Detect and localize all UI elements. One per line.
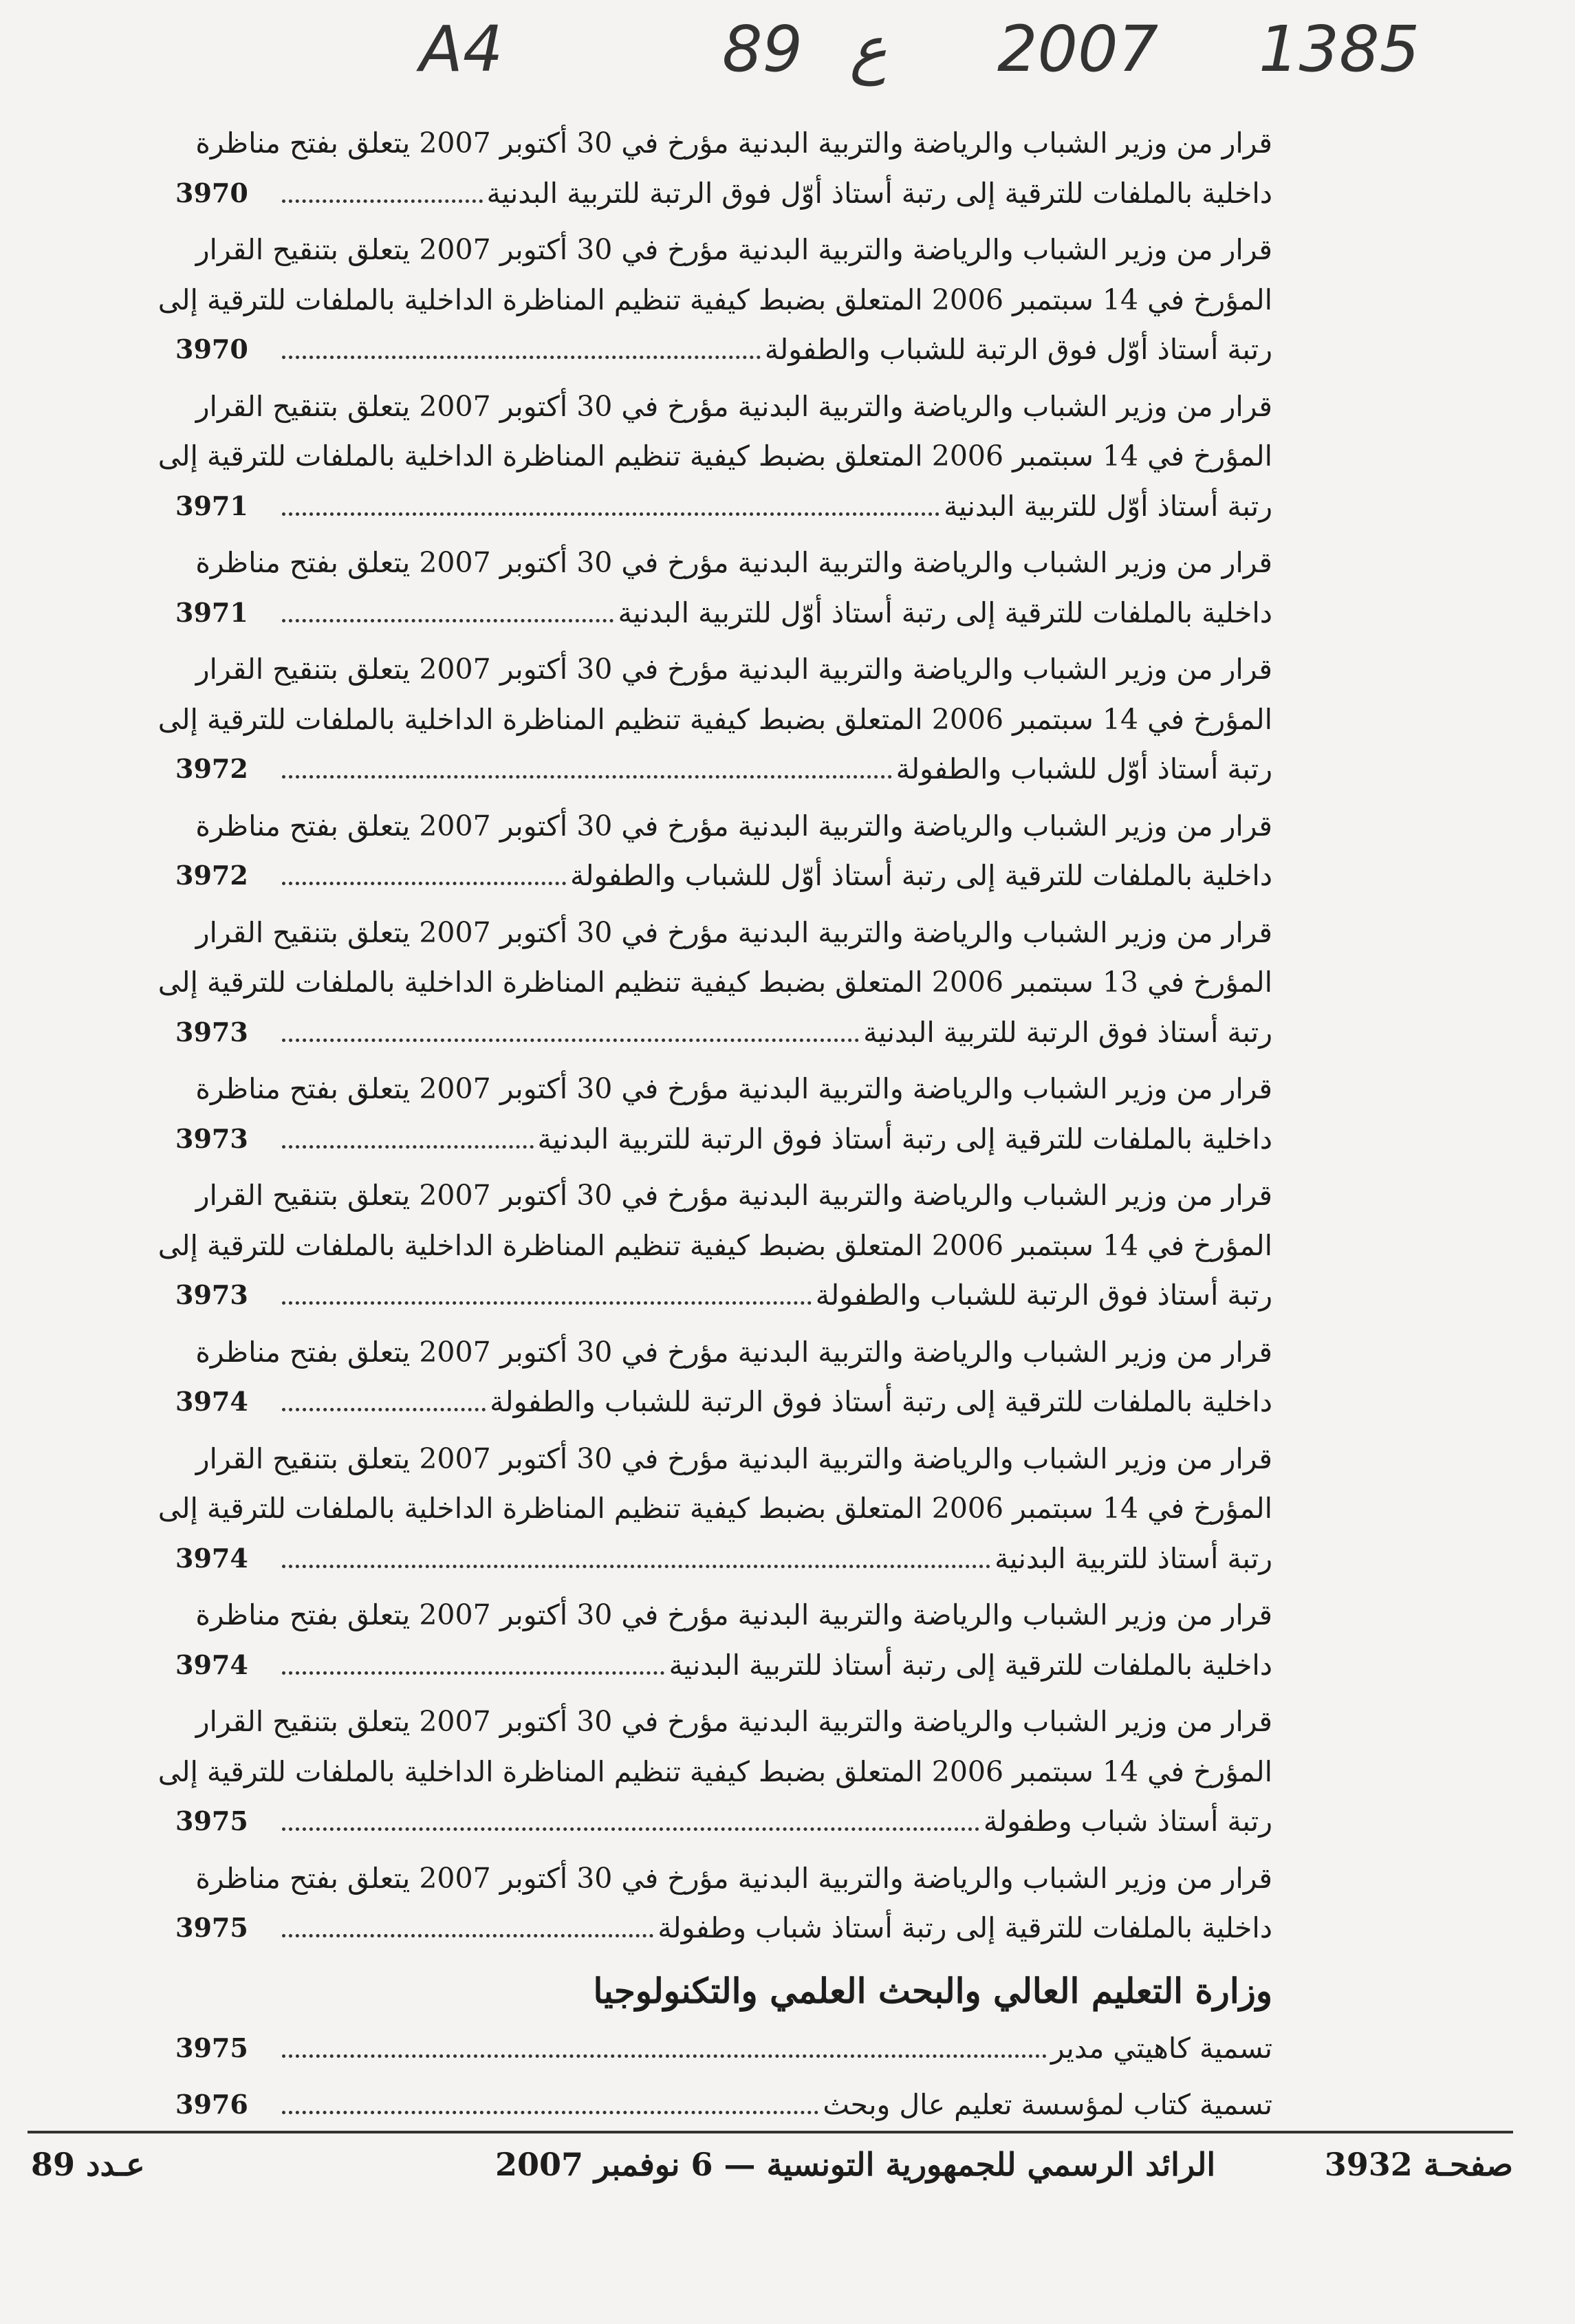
footer-rule	[28, 2131, 1513, 2133]
toc-entry-last-line	[282, 1534, 1272, 1584]
toc-entry	[175, 1590, 1272, 1690]
toc-entry-last-line	[282, 1796, 1272, 1847]
toc-entry-line: المؤرخ في 14 سبتمبر 2006 المتعلق بضبط كيفية تنظيم المناظرة الداخلية بالملفات للترقية إلى	[158, 1228, 1272, 1262]
toc-entry-line: قرار من وزير الشباب والرياضة والتربية البدنية مؤرخ في 30 أكتوبر 2007 يتعلق بتنقيح القرار	[195, 1179, 1272, 1212]
toc-page-number: 3973	[175, 1122, 248, 1154]
dot-leader	[282, 356, 761, 359]
toc-entry-text	[282, 2023, 1272, 2074]
toc-entry-line: قرار من وزير الشباب والرياضة والتربية البدنية مؤرخ في 30 أكتوبر 2007 يتعلق بفتح مناظرة	[195, 546, 1272, 579]
toc-entry-text	[282, 2080, 1272, 2130]
footer-publication: الرائد الرسمي للجمهورية التونسية — 6 نوفمبر 2007	[495, 2146, 1216, 2183]
toc-page-number: 3975	[175, 1912, 248, 1943]
toc-entry-line: قرار من وزير الشباب والرياضة والتربية البدنية مؤرخ في 30 أكتوبر 2007 يتعلق بتنقيح القرار	[195, 389, 1272, 423]
table-of-contents	[158, 118, 1272, 2137]
toc-entry-line: رتبة أستاذ أوّل فوق الرتبة للشباب والطفولة	[764, 333, 1272, 366]
toc-entry-line: رتبة أستاذ شباب وطفولة	[983, 1805, 1272, 1838]
toc-entry	[175, 2080, 1272, 2130]
handwritten-issue-number: 89	[722, 12, 803, 86]
toc-entry-line: رتبة أستاذ فوق الرتبة للشباب والطفولة	[815, 1279, 1272, 1312]
toc-entry	[175, 1854, 1272, 1953]
toc-page-number: 3972	[175, 753, 248, 784]
dot-leader	[282, 619, 613, 622]
toc-entry-line: قرار من وزير الشباب والرياضة والتربية البدنية مؤرخ في 30 أكتوبر 2007 يتعلق بفتح مناظرة	[195, 809, 1272, 843]
toc-entry	[158, 382, 1272, 532]
toc-entry-last-line	[282, 1114, 1272, 1164]
toc-entry-line: رتبة أستاذ للتربية البدنية	[995, 1541, 1272, 1575]
toc-page-number: 3975	[175, 2032, 248, 2063]
toc-entry-line: قرار من وزير الشباب والرياضة والتربية البدنية مؤرخ في 30 أكتوبر 2007 يتعلق بتنقيح القرار	[195, 653, 1272, 686]
dot-leader	[282, 1671, 664, 1675]
dot-leader	[282, 1827, 979, 1831]
toc-entry-line: قرار من وزير الشباب والرياضة والتربية البدنية مؤرخ في 30 أكتوبر 2007 يتعلق بتنقيح القرار	[195, 233, 1272, 266]
toc-entry-line: داخلية بالملفات للترقية إلى رتبة أستاذ أوّل للتربية البدنية	[618, 596, 1272, 629]
toc-entry-last-line	[282, 325, 1272, 375]
toc-page-number: 3974	[175, 1542, 248, 1574]
dot-leader	[282, 1934, 653, 1937]
toc-entry-line: المؤرخ في 14 سبتمبر 2006 المتعلق بضبط كيفية تنظيم المناظرة الداخلية بالملفات للترقية إلى	[158, 1755, 1272, 1788]
toc-entry-last-line	[282, 1903, 1272, 1953]
toc-entry-line: تسمية كتاب لمؤسسة تعليم عال وبحث	[823, 2088, 1272, 2121]
toc-page-number: 3974	[175, 1649, 248, 1680]
dot-leader	[282, 1565, 990, 1568]
toc-entry-line: داخلية بالملفات للترقية إلى رتبة أستاذ أوّل فوق الرتبة للتربية البدنية	[486, 176, 1272, 210]
dot-leader	[282, 775, 892, 779]
dot-leader	[282, 1145, 534, 1149]
toc-entry-line: داخلية بالملفات للترقية إلى رتبة أستاذ فوق الرتبة للتربية البدنية	[537, 1122, 1272, 1155]
toc-entry-line: قرار من وزير الشباب والرياضة والتربية البدنية مؤرخ في 30 أكتوبر 2007 يتعلق بفتح مناظرة	[195, 1861, 1272, 1895]
toc-entry-last-line	[282, 1008, 1272, 1058]
handwritten-ref-number: 1385	[1259, 12, 1420, 86]
toc-entry-last-line	[282, 851, 1272, 901]
toc-entry	[158, 1697, 1272, 1847]
toc-page-number: 3976	[175, 2089, 248, 2120]
toc-entry	[175, 2023, 1272, 2074]
dot-leader	[282, 199, 483, 203]
toc-entry-last-line	[282, 1270, 1272, 1321]
dot-leader	[282, 2054, 1047, 2058]
toc-page-number: 3970	[175, 177, 248, 208]
toc-entry-last-line	[282, 2080, 1272, 2130]
section-heading: وزارة التعليم العالي والبحث العلمي والتكنولوجيا	[593, 1970, 1272, 2011]
toc-page-number: 3972	[175, 860, 248, 891]
toc-entry	[158, 1434, 1272, 1584]
toc-entry-line: المؤرخ في 13 سبتمبر 2006 المتعلق بضبط كيفية تنظيم المناظرة الداخلية بالملفات للترقية إلى	[158, 966, 1272, 999]
dot-leader	[282, 882, 566, 885]
dot-leader	[282, 1301, 812, 1305]
toc-entry-line: قرار من وزير الشباب والرياضة والتربية البدنية مؤرخ في 30 أكتوبر 2007 يتعلق بفتح مناظرة	[195, 1335, 1272, 1369]
toc-entry	[158, 908, 1272, 1058]
toc-entry-line: رتبة أستاذ أوّل للشباب والطفولة	[895, 752, 1272, 785]
toc-entry-line: المؤرخ في 14 سبتمبر 2006 المتعلق بضبط كيفية تنظيم المناظرة الداخلية بالملفات للترقية إلى	[158, 439, 1272, 473]
handwritten-a4: A4	[420, 12, 503, 86]
dot-leader	[282, 1039, 859, 1042]
toc-entry	[175, 801, 1272, 901]
toc-entry-line: داخلية بالملفات للترقية إلى رتبة أستاذ شباب وطفولة	[658, 1911, 1272, 1944]
dot-leader	[282, 2111, 818, 2114]
toc-page-number: 3971	[175, 490, 248, 521]
toc-entry-line: قرار من وزير الشباب والرياضة والتربية البدنية مؤرخ في 30 أكتوبر 2007 يتعلق بفتح مناظرة	[195, 1598, 1272, 1631]
toc-entry-line: قرار من وزير الشباب والرياضة والتربية البدنية مؤرخ في 30 أكتوبر 2007 يتعلق بفتح مناظرة	[195, 127, 1272, 160]
toc-entry	[175, 538, 1272, 638]
toc-entry-last-line	[282, 169, 1272, 219]
toc-entry	[175, 1327, 1272, 1427]
toc-entry-last-line	[282, 481, 1272, 532]
toc-entry-last-line	[282, 1377, 1272, 1427]
dot-leader	[282, 1408, 486, 1411]
toc-entry-line: رتبة أستاذ فوق الرتبة للتربية البدنية	[863, 1015, 1272, 1049]
toc-entry-line: داخلية بالملفات للترقية إلى رتبة أستاذ للتربية البدنية	[669, 1648, 1272, 1682]
toc-entry	[175, 1064, 1272, 1164]
toc-entry	[158, 225, 1272, 375]
toc-page-number: 3973	[175, 1016, 248, 1047]
toc-entry-line: المؤرخ في 14 سبتمبر 2006 المتعلق بضبط كيفية تنظيم المناظرة الداخلية بالملفات للترقية إلى	[158, 702, 1272, 736]
toc-page-number: 3974	[175, 1386, 248, 1417]
toc-entry-line: قرار من وزير الشباب والرياضة والتربية البدنية مؤرخ في 30 أكتوبر 2007 يتعلق بتنقيح القرار	[195, 1705, 1272, 1738]
toc-page-number: 3970	[175, 334, 248, 365]
toc-entry-line: داخلية بالملفات للترقية إلى رتبة أستاذ أوّل للشباب والطفولة	[570, 859, 1272, 892]
toc-entry-line: قرار من وزير الشباب والرياضة والتربية البدنية مؤرخ في 30 أكتوبر 2007 يتعلق بفتح مناظرة	[195, 1072, 1272, 1105]
toc-entry	[175, 118, 1272, 218]
toc-entry-line: المؤرخ في 14 سبتمبر 2006 المتعلق بضبط كيفية تنظيم المناظرة الداخلية بالملفات للترقية إلى	[158, 1492, 1272, 1525]
toc-entry-last-line	[282, 1640, 1272, 1691]
toc-entry-line: قرار من وزير الشباب والرياضة والتربية البدنية مؤرخ في 30 أكتوبر 2007 يتعلق بتنقيح القرار	[195, 1442, 1272, 1475]
page-footer	[28, 2146, 1513, 2194]
toc-entry-last-line	[282, 2023, 1272, 2074]
footer-issue: عـدد 89	[31, 2146, 145, 2183]
toc-entry	[158, 1171, 1272, 1321]
footer-page-number: صفحـة 3932	[1324, 2146, 1513, 2183]
toc-page-number: 3975	[175, 1805, 248, 1836]
toc-entry-line: رتبة أستاذ أوّل للتربية البدنية	[944, 489, 1272, 523]
toc-entry-line: المؤرخ في 14 سبتمبر 2006 المتعلق بضبط كيفية تنظيم المناظرة الداخلية بالملفات للترقية إلى	[158, 283, 1272, 316]
handwritten-year: 2007	[997, 12, 1159, 86]
handwritten-letter: ع	[849, 12, 887, 86]
toc-page-number: 3971	[175, 596, 248, 628]
toc-entry	[158, 644, 1272, 794]
toc-entry-last-line	[282, 744, 1272, 794]
toc-entry-line: داخلية بالملفات للترقية إلى رتبة أستاذ فوق الرتبة للشباب والطفولة	[490, 1385, 1272, 1418]
toc-entry-last-line	[282, 588, 1272, 638]
dot-leader	[282, 512, 939, 516]
toc-entry-line: تسمية كاهيتي مدير	[1050, 2031, 1272, 2065]
toc-entry-line: قرار من وزير الشباب والرياضة والتربية البدنية مؤرخ في 30 أكتوبر 2007 يتعلق بتنقيح القرار	[195, 915, 1272, 949]
toc-page-number: 3973	[175, 1279, 248, 1310]
